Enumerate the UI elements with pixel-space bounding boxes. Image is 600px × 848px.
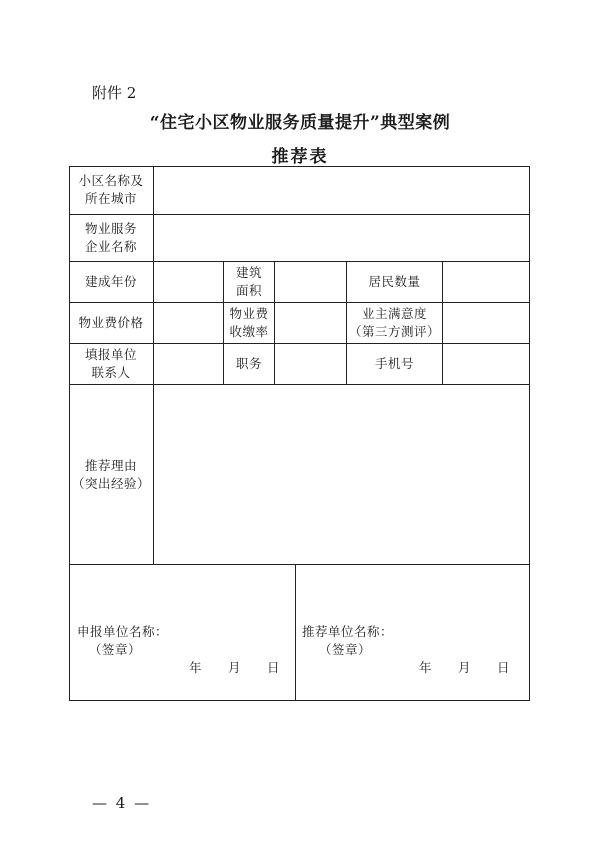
form-subtitle: 推荐表 <box>271 147 329 167</box>
satisfaction-label: 业主满意度 （第三方测评） <box>348 306 440 339</box>
reason-field[interactable] <box>154 385 530 564</box>
build-year-field[interactable] <box>154 262 223 302</box>
position-field[interactable] <box>275 344 346 384</box>
mobile-field[interactable] <box>443 344 530 384</box>
recommender-date-label: 年 月 日 <box>419 660 511 675</box>
reason-label: 推荐理由 （突出经验） <box>71 457 150 491</box>
applicant-name-label: 申报单位名称： <box>77 624 169 639</box>
applicant-date-label: 年 月 日 <box>189 660 281 675</box>
applicant-seal-label: （签章） <box>89 642 142 657</box>
residents-field[interactable] <box>443 262 530 302</box>
satisfaction-field[interactable] <box>443 303 530 343</box>
fee-price-label: 物业费价格 <box>78 315 144 330</box>
recommendation-form-table <box>69 166 530 701</box>
build-area-label: 建筑 面积 <box>235 265 262 298</box>
build-year-label: 建成年份 <box>84 274 137 289</box>
fee-rate-label: 物业费 收缴率 <box>229 306 269 339</box>
contact-field[interactable] <box>154 344 223 384</box>
fee-rate-field[interactable] <box>275 303 346 343</box>
form-title: “住宅小区物业服务质量提升”典型案例 <box>149 113 451 133</box>
recommender-name-label: 推荐单位名称： <box>302 624 394 639</box>
build-area-field[interactable] <box>275 262 346 302</box>
residents-label: 居民数量 <box>368 274 421 289</box>
mobile-label: 手机号 <box>374 356 414 371</box>
recommender-seal-label: （签章） <box>319 642 372 657</box>
community-name-label: 小区名称及 所在城市 <box>78 173 144 206</box>
company-name-field[interactable] <box>154 215 530 261</box>
company-name-label: 物业服务 企业名称 <box>84 221 137 254</box>
contact-label: 填报单位 联系人 <box>84 347 137 380</box>
fee-price-field[interactable] <box>154 303 223 343</box>
position-label: 职务 <box>235 356 262 371</box>
attachment-label: 附件 2 <box>92 84 137 102</box>
community-name-field[interactable] <box>154 166 530 214</box>
page-number: — 4 — <box>92 794 152 812</box>
